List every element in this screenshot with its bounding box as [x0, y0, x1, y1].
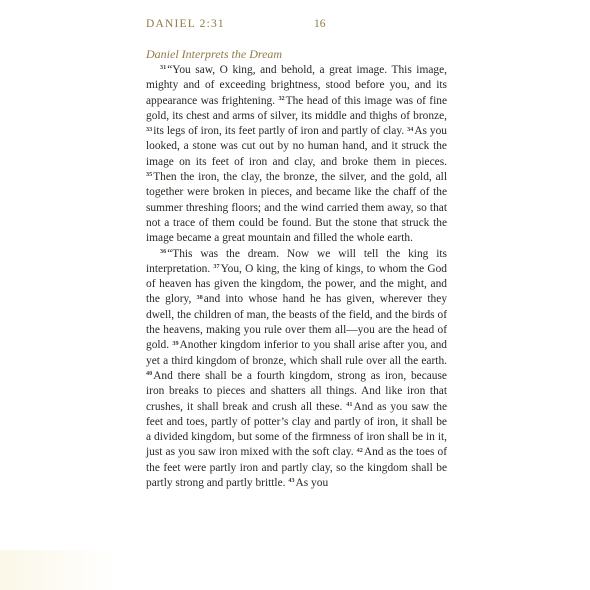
verse-number: 32 [278, 95, 285, 102]
verse-number: 42 [356, 446, 363, 454]
verse-number: 35 [146, 171, 153, 179]
verse-number: 37 [213, 263, 220, 271]
verse-number: 33 [146, 125, 153, 133]
verse-number: 36 [160, 247, 167, 255]
verse-number: 31 [160, 64, 167, 72]
verse-number: 39 [172, 339, 179, 347]
verse-text: Another kingdom inferior to you shall arise after you, and yet a third kingdom of bronze, which shall rule over all the earth. [146, 339, 447, 367]
verse-number: 34 [407, 125, 414, 133]
verse-text: and into whose hand he has given, wherever they dwell, the children of man, the beasts of the field, and the birds of the heavens, making you rule over them all—you are the head of gold. [146, 293, 448, 352]
verse-text: As you [295, 477, 329, 490]
verse-text: You, O king, the king of kings, to whom the God of heaven has given the kingdom, the power, and the might, and the glory, [146, 262, 447, 306]
verse-text: “This was the dream. Now we will tell the king its interpretation. [146, 247, 447, 275]
verse-number: 40 [146, 370, 153, 378]
verse-text: “You saw, O king, and behold, a great image. This image, mighty and of exceeding brightness, stood before you, and its appearance was frightening. [146, 64, 447, 107]
verse-text: The head of this image was of fine gold, its chest and arms of silver, its middle and thighs of bronze, [146, 94, 447, 122]
verse-number: 38 [196, 293, 203, 301]
verse-text: its legs of iron, its feet partly of iron and partly of clay. [153, 125, 408, 138]
running-head [146, 18, 446, 38]
verse-text: And there shall be a fourth kingdom, strong as iron, because iron breaks to pieces and shatters all things. And like iron that crushes, it shall break and crush all these. [146, 369, 447, 413]
page-number: 16 [314, 18, 326, 30]
paragraph [146, 247, 447, 492]
paragraph [146, 63, 447, 247]
verse-number: 41 [346, 400, 353, 408]
verse-text: And as the toes of the feet were partly iron and partly clay, so the kingdom shall be partly strong and partly brittle. [146, 446, 448, 490]
section-heading: Daniel Interprets the Dream [146, 47, 283, 61]
verse-number: 43 [288, 477, 295, 485]
book-reference: DANIEL 2:31 [146, 18, 225, 30]
edge-tint [0, 550, 120, 590]
verse-text: And as you saw the feet and toes, partly of potter’s clay and partly of iron, it shall be a divided kingdom, but some of the firmness of iron shall be in it, just as you saw iron mixed with the soft clay. [146, 400, 447, 459]
verse-text: Then the iron, the clay, the bronze, the silver, and the gold, all together were broken in pieces, and became like the chaff of the summer threshing floors; and the wind carried them away, so that not a trace of them could be found. But the stone that struck the image became a great mountain and filled the whole earth. [146, 171, 447, 245]
verse-text: As you looked, a stone was cut out by no human hand, and it struck the image on its feet of iron and clay, and broke them in pieces. [146, 125, 448, 168]
scripture-text [146, 63, 447, 491]
